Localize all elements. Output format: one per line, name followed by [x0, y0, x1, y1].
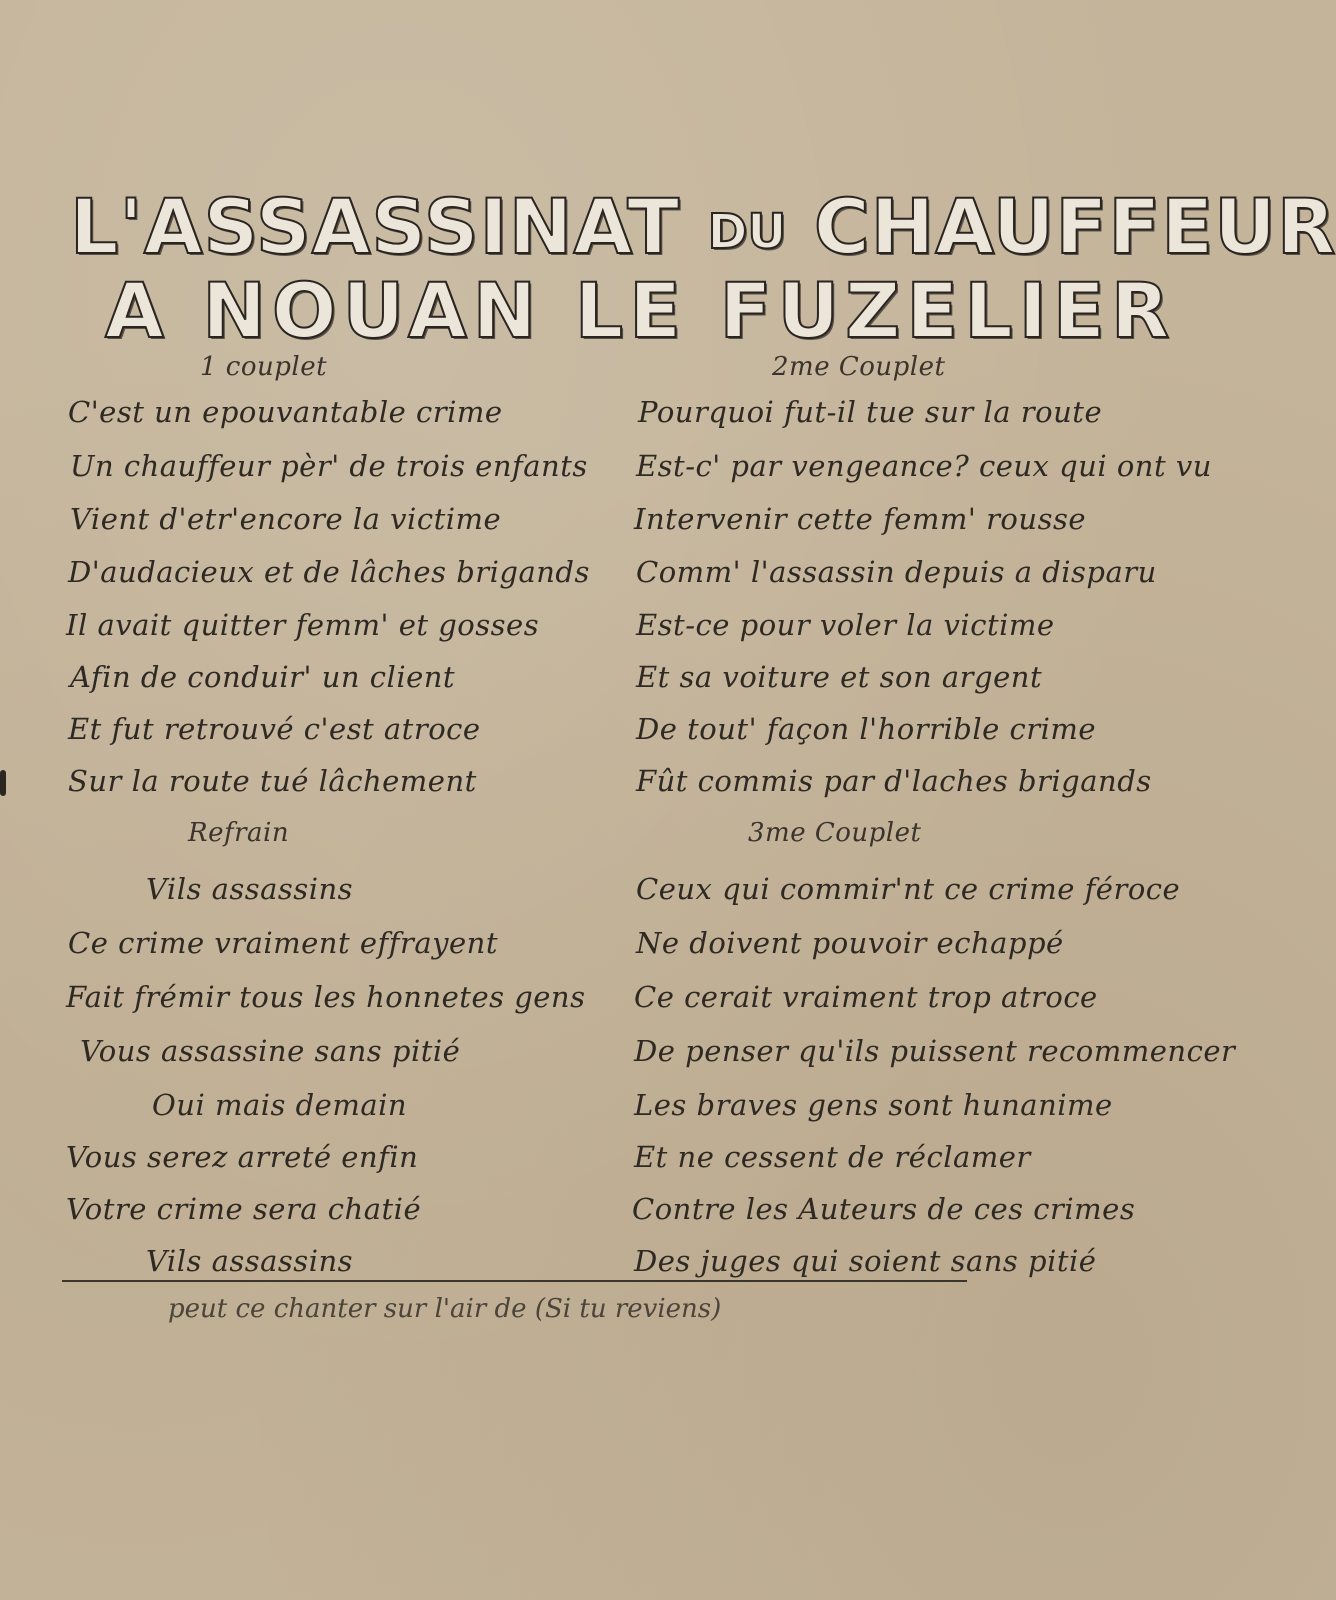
refrain-line: Vous assassine sans pitié	[80, 1034, 461, 1068]
couplet-2-line: Est-c' par vengeance? ceux qui ont vu	[636, 449, 1212, 483]
refrain-heading: Refrain	[188, 818, 290, 848]
couplet-3-line: Ne doivent pouvoir echappé	[636, 926, 1064, 960]
margin-mark	[0, 770, 6, 796]
couplet-2-line: Intervenir cette femm' rousse	[634, 502, 1086, 536]
couplet-1-line: Afin de conduir' un client	[70, 660, 456, 694]
couplet-2-line: Et sa voiture et son argent	[636, 660, 1043, 694]
refrain-line: Vils assassins	[146, 1244, 354, 1278]
couplet-3-line: Contre les Auteurs de ces crimes	[632, 1192, 1136, 1226]
title-word-du: DU	[707, 204, 787, 260]
title-word-chauffeur: CHAUFFEUR	[813, 182, 1336, 271]
couplet-2-line: Est-ce pour voler la victime	[636, 608, 1055, 642]
refrain-line: Ce crime vraiment effrayent	[68, 926, 499, 960]
couplet-1-heading: 1 couplet	[200, 352, 328, 382]
song-title-line-2: A NOUAN LE FUZELIER	[105, 266, 1176, 355]
couplet-2-heading: 2me Couplet	[772, 352, 946, 382]
couplet-3-line: Ceux qui commir'nt ce crime féroce	[636, 872, 1181, 906]
title-word-assassinat: L'ASSASSINAT	[70, 182, 681, 271]
refrain-line: Vous serez arreté enfin	[66, 1140, 419, 1174]
couplet-1-line: C'est un epouvantable crime	[68, 395, 503, 429]
couplet-2-line: Pourquoi fut-il tue sur la route	[638, 395, 1103, 429]
refrain-line: Oui mais demain	[152, 1088, 408, 1122]
couplet-3-line: Ce cerait vraiment trop atroce	[634, 980, 1098, 1014]
couplet-3-line: Des juges qui soient sans pitié	[634, 1244, 1097, 1278]
couplet-3-line: De penser qu'ils puissent recommencer	[634, 1034, 1236, 1068]
refrain-line: Vils assassins	[146, 872, 354, 906]
couplet-1-line: Et fut retrouvé c'est atroce	[68, 712, 481, 746]
tune-note: peut ce chanter sur l'air de (Si tu reviens)	[168, 1294, 722, 1324]
couplet-3-heading: 3me Couplet	[748, 818, 922, 848]
refrain-line: Fait frémir tous les honnetes gens	[66, 980, 586, 1014]
couplet-1-line: Un chauffeur pèr' de trois enfants	[70, 449, 588, 483]
couplet-1-line: Sur la route tué lâchement	[68, 764, 477, 798]
couplet-1-line: Vient d'etr'encore la victime	[70, 502, 502, 536]
couplet-3-line: Et ne cessent de réclamer	[634, 1140, 1031, 1174]
couplet-3-line: Les braves gens sont hunanime	[634, 1088, 1113, 1122]
couplet-1-line: D'audacieux et de lâches brigands	[68, 555, 590, 589]
couplet-2-line: De tout' façon l'horrible crime	[636, 712, 1097, 746]
refrain-line: Votre crime sera chatié	[66, 1192, 422, 1226]
song-title-line-1	[70, 182, 1336, 271]
couplet-1-line: Il avait quitter femm' et gosses	[66, 608, 540, 642]
divider-rule	[62, 1280, 967, 1282]
couplet-2-line: Fût commis par d'laches brigands	[636, 764, 1152, 798]
couplet-2-line: Comm' l'assassin depuis a disparu	[636, 555, 1157, 589]
